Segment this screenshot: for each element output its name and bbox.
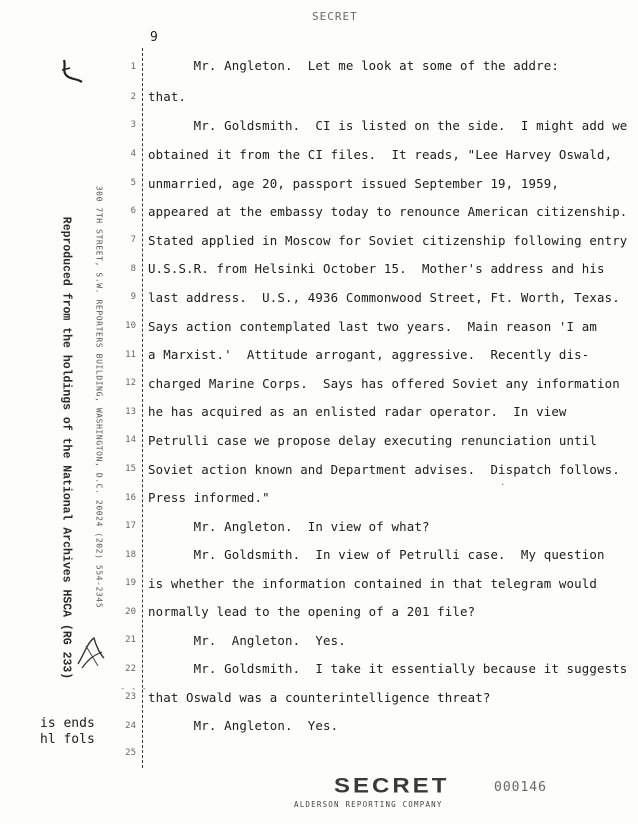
footer-document-number: 000146 <box>494 780 547 795</box>
line-number: 6 <box>130 206 136 216</box>
margin-note-fols: hl fols <box>40 732 95 747</box>
line-number: 14 <box>125 435 136 445</box>
line-number: 3 <box>130 120 136 130</box>
margin-note-ends: is ends <box>40 716 95 731</box>
transcript-line: Soviet action known and Department advises. Dispatch follows. <box>148 462 620 477</box>
scan-speck: . <box>500 478 506 488</box>
line-number: 13 <box>125 407 136 417</box>
transcript-line: obtained it from the CI files. It reads, "Lee Harvey Oswald, <box>148 147 613 162</box>
line-number: 15 <box>125 464 136 474</box>
transcript-line: Mr. Angleton. Yes. <box>148 633 346 648</box>
line-number: 5 <box>130 178 136 188</box>
transcript-line: a Marxist.' Attitude arrogant, aggressive. Recently dis- <box>148 347 590 362</box>
transcript-line: Mr. Goldsmith. CI is listed on the side. I might add we <box>148 118 628 133</box>
transcript-line: Says action contemplated last two years. Main reason 'I am <box>148 319 597 334</box>
transcript-line: Mr. Angleton. Yes. <box>148 718 339 733</box>
line-number: 24 <box>125 721 136 731</box>
transcript-line: Mr. Angleton. Let me look at some of the addre: <box>148 58 559 73</box>
archives-reproduction-note: Reproduced from the holdings of the National Archives HSCA (RG 233) <box>59 216 73 680</box>
line-number: 17 <box>125 521 136 531</box>
transcript-line: unmarried, age 20, passport issued September 19, 1959, <box>148 176 559 191</box>
transcript-line: he has acquired as an enlisted radar operator. In view <box>148 404 567 419</box>
transcript-line: Petrulli case we propose delay executing renunciation until <box>148 433 597 448</box>
margin-rule <box>142 48 143 768</box>
line-number: 18 <box>125 550 136 560</box>
line-number: 8 <box>130 264 136 274</box>
line-number: 9 <box>130 292 136 302</box>
line-number: 22 <box>125 664 136 674</box>
transcript-line: charged Marine Corps. Says has offered Soviet any information <box>148 376 620 391</box>
line-number: 10 <box>125 321 136 331</box>
reporters-building-imprint: 300 7TH STREET, S.W. REPORTERS BUILDING, WASHINGTON, D.C. 20024 (202) 554-2345 <box>94 185 104 609</box>
line-number: 19 <box>125 578 136 588</box>
transcript-line: Stated applied in Moscow for Soviet citizenship following entry <box>148 233 628 248</box>
footer-secret-stamp: SECRET <box>334 773 450 798</box>
footer-reporting-company: ALDERSON REPORTING COMPANY <box>294 800 443 809</box>
line-number: 2 <box>130 92 136 102</box>
transcript-line: normally lead to the opening of a 201 file? <box>148 604 476 619</box>
scan-speck: - - - <box>120 684 148 694</box>
transcript-line: Press informed." <box>148 490 270 505</box>
line-number: 7 <box>130 235 136 245</box>
line-number: 25 <box>125 748 136 758</box>
transcript-line: is whether the information contained in that telegram would <box>148 576 597 591</box>
transcript-line: U.S.S.R. from Helsinki October 15. Mother's address and his <box>148 261 605 276</box>
transcript-line: Mr. Goldsmith. I take it essentially because it suggests <box>148 661 628 676</box>
transcript-line: Mr. Angleton. In view of what? <box>148 519 430 534</box>
transcript-line: Mr. Goldsmith. In view of Petrulli case. My question <box>148 547 605 562</box>
line-number: 12 <box>125 378 136 388</box>
line-number: 11 <box>125 350 136 360</box>
line-number: 21 <box>125 635 136 645</box>
transcript-line: last address. U.S., 4936 Commonwood Street, Ft. Worth, Texas. <box>148 290 620 305</box>
header-classification-stamp: SECRET <box>312 10 358 23</box>
handwritten-check-mark <box>58 56 86 86</box>
handwritten-scribble <box>74 634 108 674</box>
transcript-line: that Oswald was a counterintelligence threat? <box>148 690 491 705</box>
page-number: 9 <box>150 30 158 45</box>
line-number: 4 <box>130 149 136 159</box>
transcript-line: that. <box>148 89 187 104</box>
transcript-line: appeared at the embassy today to renounce American citizenship. <box>148 204 628 219</box>
line-number: 20 <box>125 607 136 617</box>
line-number: 23 <box>125 692 136 702</box>
line-number: 1 <box>130 62 136 72</box>
line-number: 16 <box>125 493 136 503</box>
